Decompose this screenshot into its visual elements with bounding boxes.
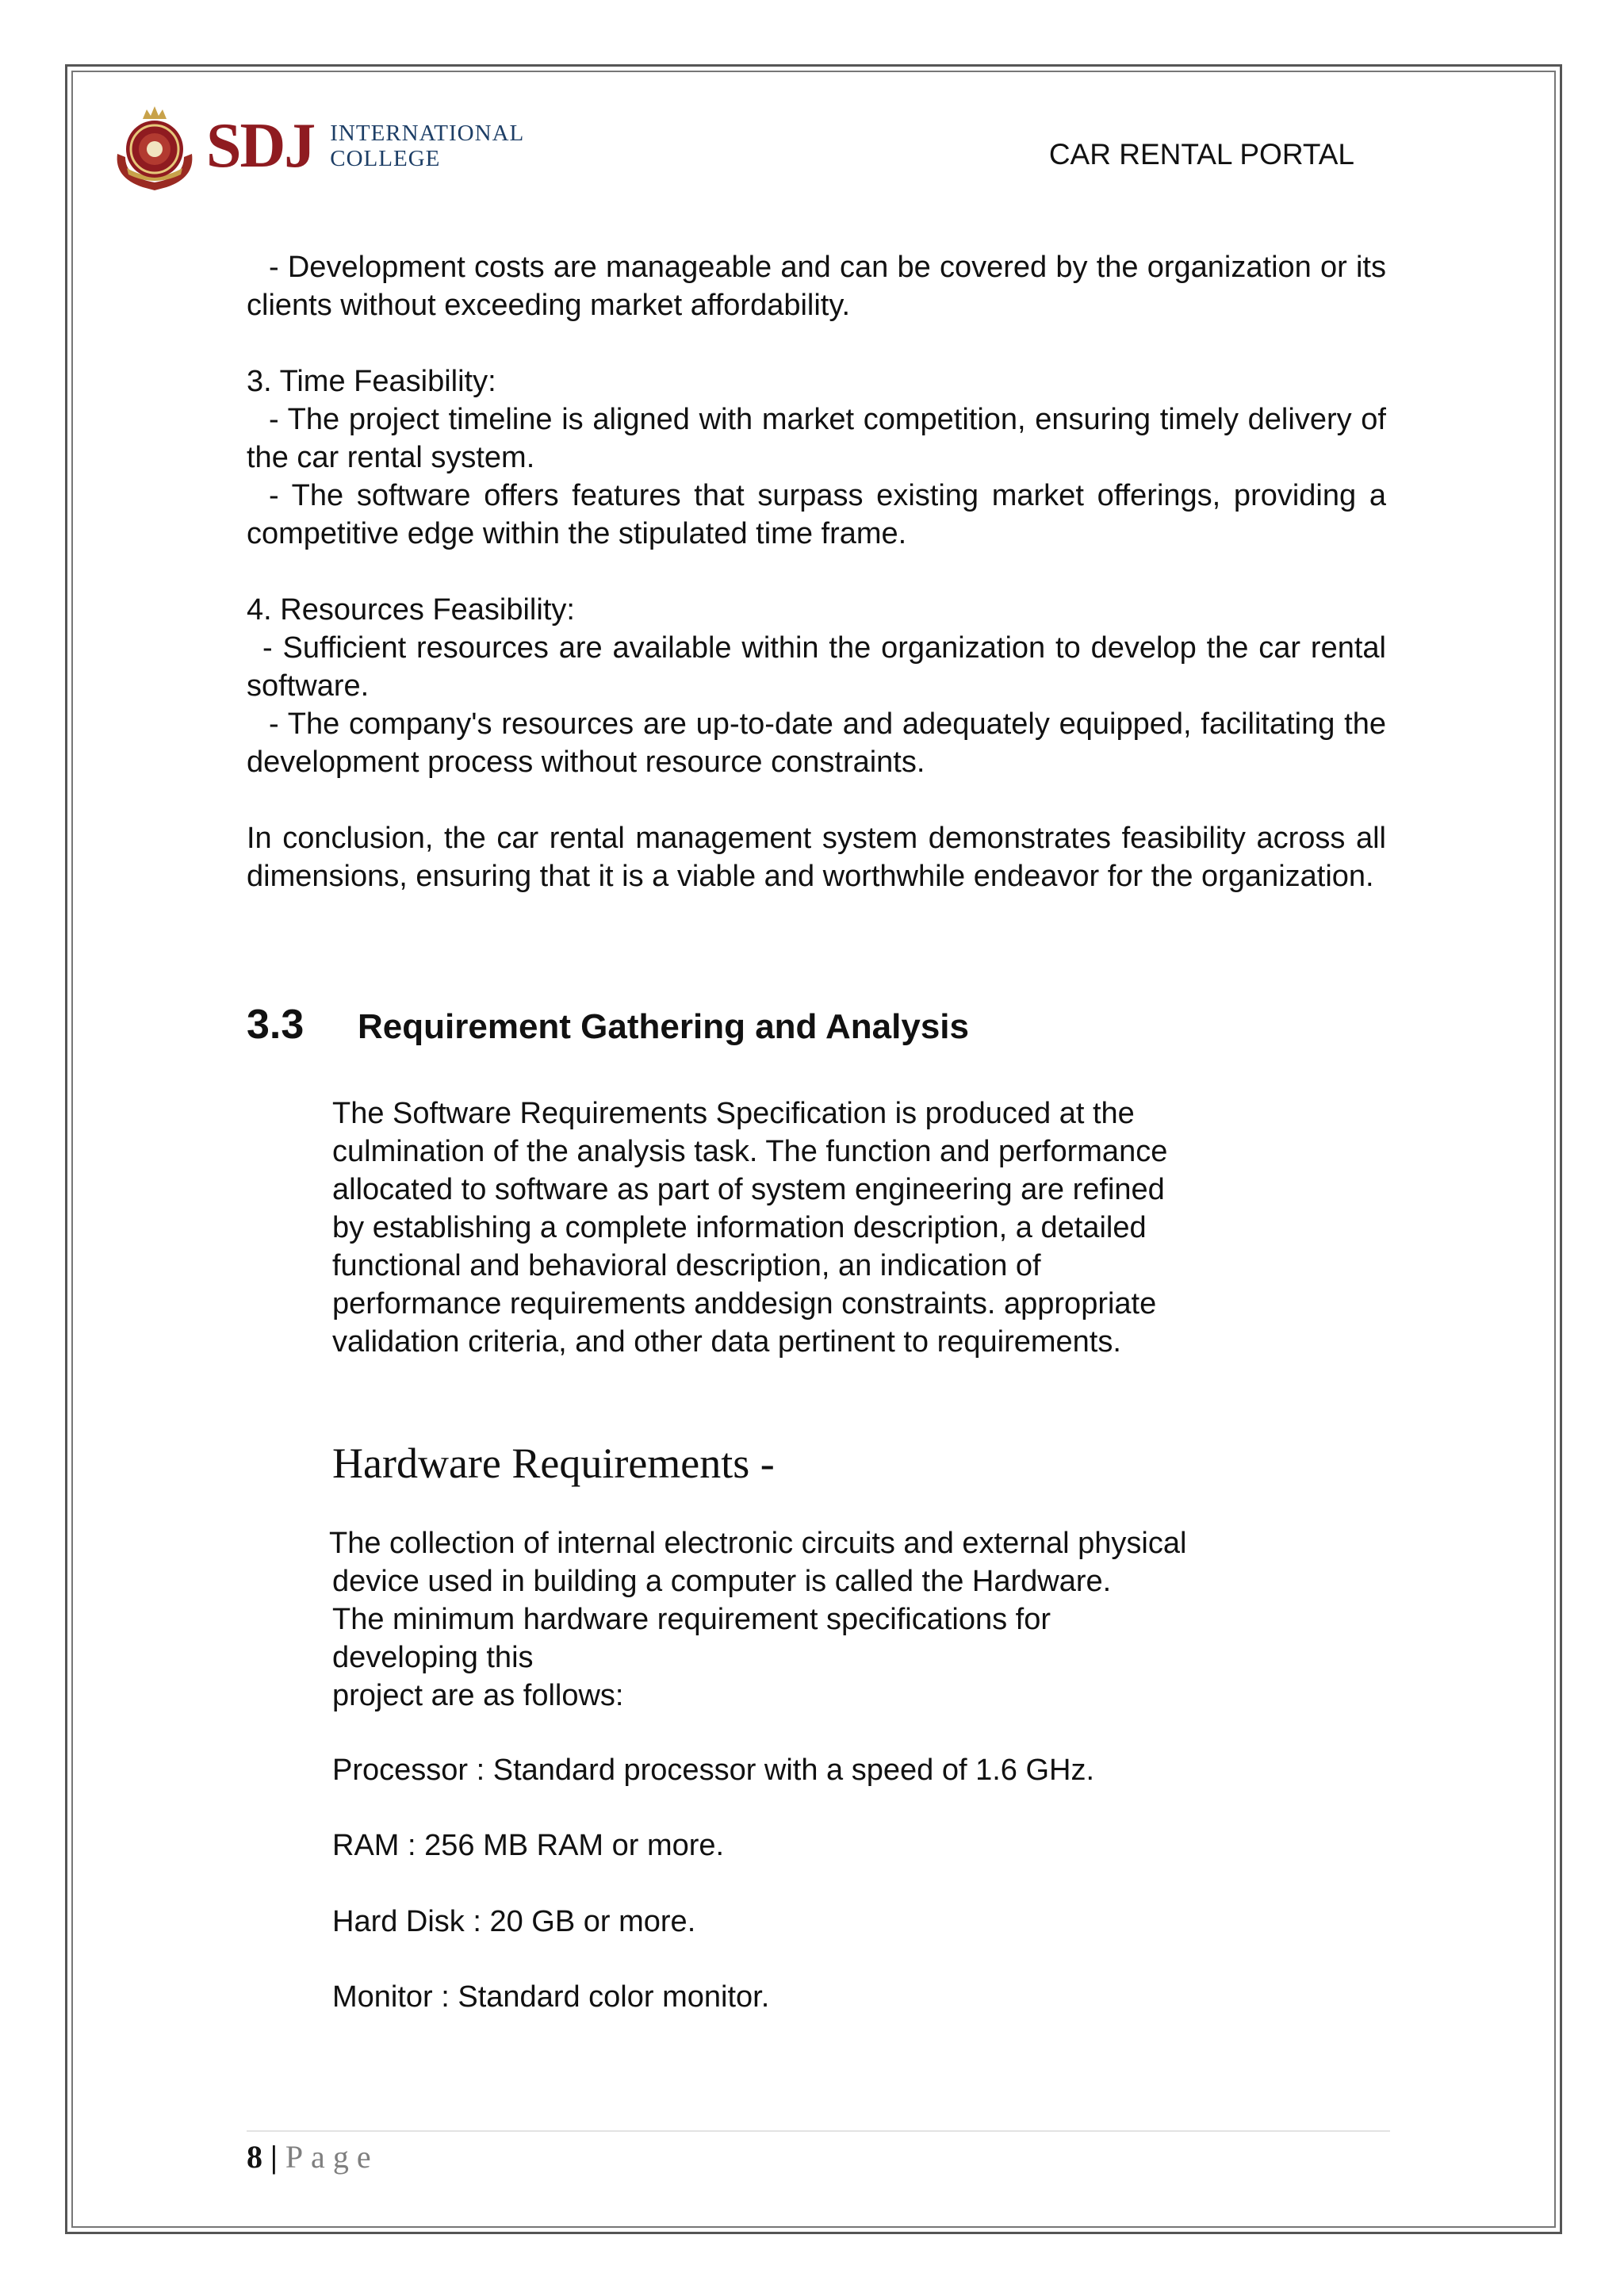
page-separator: | <box>270 2139 278 2175</box>
srs-line: functional and behavioral description, an indication of <box>332 1249 1041 1282</box>
spec-monitor: Monitor : Standard color monitor. <box>332 1980 770 2014</box>
srs-line: The Software Requirements Specification is produced at the <box>332 1097 1135 1130</box>
hardware-line: The minimum hardware requirement specifications for <box>332 1603 1051 1636</box>
spec-ram: RAM : 256 MB RAM or more. <box>332 1829 725 1862</box>
srs-line: allocated to software as part of system engineering are refined <box>332 1173 1165 1206</box>
section-number: 3.3 <box>247 1002 304 1048</box>
college-logo <box>111 98 524 194</box>
srs-paragraph <box>332 1094 1284 1361</box>
hardware-line: developing this <box>332 1641 534 1674</box>
resources-feasibility-heading: 4. Resources Feasibility: <box>247 593 575 627</box>
header-title: CAR RENTAL PORTAL <box>1048 138 1354 171</box>
logo-sdj-text: SDJ <box>206 111 315 181</box>
hardware-line: device used in building a computer is called the Hardware. <box>332 1565 1112 1598</box>
logo-line-international: INTERNATIONAL <box>330 121 525 146</box>
conclusion-paragraph: In conclusion, the car rental management system demonstrates feasibility across all dimensions, ensuring that it is a viable and worthwhile endeavor for the organization. <box>247 822 1386 893</box>
hardware-description <box>329 1524 1284 1715</box>
page-number: 8 <box>247 2139 262 2175</box>
spec-processor: Processor : Standard processor with a speed of 1.6 GHz. <box>332 1754 1095 1787</box>
feasibility-block <box>247 248 1386 895</box>
srs-line: validation criteria, and other data pertinent to requirements. <box>332 1325 1121 1359</box>
srs-line: performance requirements anddesign constraints. appropriate <box>332 1287 1157 1320</box>
srs-line: culmination of the analysis task. The function and performance <box>332 1135 1168 1168</box>
resources-feasibility-bullet-2: - The company's resources are up-to-date and adequately equipped, facilitating the development process without resource constraints. <box>247 707 1386 779</box>
time-feasibility-heading: 3. Time Feasibility: <box>247 365 496 398</box>
footer-divider <box>247 2130 1390 2132</box>
time-feasibility-bullet-1: - The project timeline is aligned with market competition, ensuring timely delivery of the car rental system. <box>247 403 1386 474</box>
resources-feasibility-bullet-1: - Sufficient resources are available within the organization to develop the car rental software. <box>247 631 1386 703</box>
hardware-heading: Hardware Requirements - <box>332 1439 775 1487</box>
page-footer <box>247 2138 379 2175</box>
college-crest-icon <box>111 98 198 194</box>
srs-line: by establishing a complete information description, a detailed <box>332 1211 1147 1244</box>
hardware-line: project are as follows: <box>332 1679 624 1712</box>
spec-hard-disk: Hard Disk : 20 GB or more. <box>332 1905 696 1938</box>
logo-line-college: COLLEGE <box>330 146 441 171</box>
page-label: Page <box>285 2139 379 2175</box>
section-title: Requirement Gathering and Analysis <box>358 1007 969 1046</box>
section-heading <box>247 1001 969 1048</box>
hardware-line: The collection of internal electronic circuits and external physical <box>329 1527 1187 1560</box>
development-costs-paragraph: - Development costs are manageable and can be covered by the organization or its clients without exceeding market affordability. <box>247 251 1386 322</box>
time-feasibility-bullet-2: - The software offers features that surpass existing market offerings, providing a competitive edge within the stipulated time frame. <box>247 479 1386 550</box>
logo-college-name <box>330 121 524 171</box>
